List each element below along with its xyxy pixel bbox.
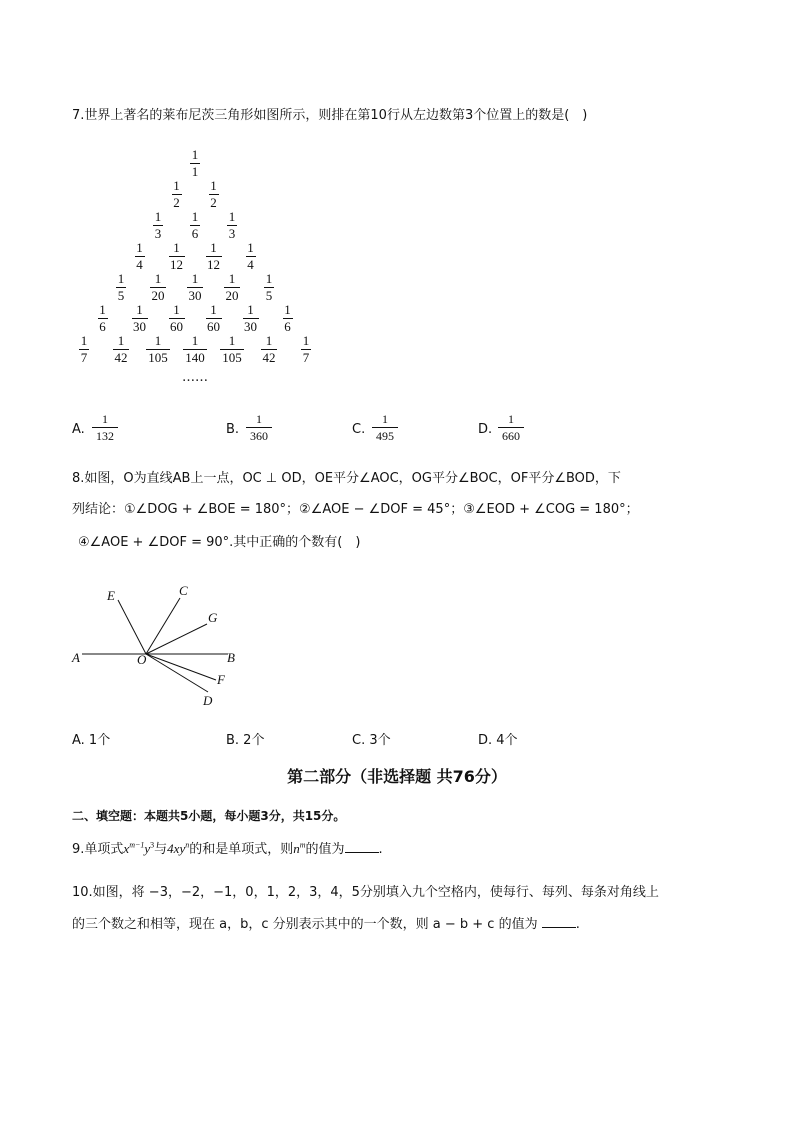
fraction-denominator: 7 <box>302 350 310 365</box>
fraction-numerator: 1 <box>80 333 88 348</box>
triangle-fraction <box>218 272 246 303</box>
triangle-fraction <box>163 241 191 272</box>
label-o: O <box>137 652 147 667</box>
ray-of <box>146 654 216 680</box>
q9-term2 <box>167 841 189 856</box>
q9-nm-base: n <box>293 841 300 856</box>
fraction-denominator: 12 <box>170 257 183 272</box>
triangle-fraction <box>70 334 98 365</box>
q9-mid: 与 <box>154 842 168 857</box>
fraction-denominator: 20 <box>151 288 165 303</box>
fraction-numerator: 1 <box>191 147 199 162</box>
label-f: F <box>217 672 225 687</box>
fraction-denominator: 12 <box>207 257 220 272</box>
fraction-denominator: 2 <box>210 195 217 210</box>
triangle-fraction <box>200 179 228 210</box>
fraction-denominator: 6 <box>284 319 291 334</box>
fraction-numerator: 1 <box>99 302 106 317</box>
triangle-fraction <box>181 334 209 365</box>
triangle-fraction <box>144 272 172 303</box>
triangle-fraction <box>89 303 117 334</box>
triangle-fraction <box>126 241 154 272</box>
triangle-fraction <box>200 303 228 334</box>
fraction-numerator: 1 <box>210 302 217 317</box>
fraction-numerator: 1 <box>136 240 143 255</box>
triangle-fraction <box>144 210 172 241</box>
triangle-fraction <box>126 303 154 334</box>
triangle-fraction <box>200 241 228 272</box>
fraction-denominator: 660 <box>502 429 520 443</box>
fraction-numerator: 1 <box>265 271 273 286</box>
triangle-fraction <box>237 303 265 334</box>
fraction-numerator: 1 <box>173 178 180 193</box>
option-letter: C. <box>352 422 366 437</box>
option-fraction <box>372 412 398 443</box>
q8-line3: ④∠AOE + ∠DOF = 90°.其中正确的个数有( ) <box>78 535 361 550</box>
ray-oe <box>118 600 146 654</box>
fraction-numerator: 1 <box>247 240 254 255</box>
triangle-fraction <box>237 241 265 272</box>
q9-end: 的值为 <box>305 842 345 857</box>
fraction-denominator: 140 <box>185 350 205 365</box>
option-fraction <box>498 412 524 443</box>
fraction-denominator: 20 <box>225 288 239 303</box>
q8-line2: 列结论：①∠DOG + ∠BOE = 180°；②∠AOE − ∠DOF = 45°；③∠EOD + ∠COG = 180°； <box>72 502 639 517</box>
fraction-numerator: 1 <box>284 302 291 317</box>
label-d: D <box>203 693 213 708</box>
fraction-numerator: 1 <box>154 209 162 224</box>
fraction-numerator: 1 <box>265 333 273 348</box>
q9-suffix: 的和是单项式，则 <box>189 842 294 857</box>
triangle-fraction <box>218 334 246 365</box>
q10-line2-wrap <box>72 913 580 932</box>
fraction-denominator: 132 <box>96 429 114 443</box>
fraction-numerator: 1 <box>228 209 236 224</box>
fraction-denominator: 6 <box>99 319 106 334</box>
q10-period: . <box>575 917 580 932</box>
q9-term1-exp: m−1 <box>129 840 145 850</box>
fraction-bar <box>498 427 524 428</box>
fraction-numerator: 1 <box>102 412 108 426</box>
q9-answer-blank[interactable] <box>345 840 379 853</box>
fraction-numerator: 1 <box>117 271 125 286</box>
q9-prefix: 9.单项式 <box>72 842 124 857</box>
fraction-denominator: 360 <box>250 429 268 443</box>
fraction-numerator: 1 <box>191 209 199 224</box>
fraction-denominator: 105 <box>148 350 168 365</box>
fraction-numerator: 1 <box>210 240 217 255</box>
q9-nm <box>293 841 305 856</box>
fraction-denominator: 5 <box>265 288 273 303</box>
triangle-fraction <box>181 148 209 179</box>
fraction-denominator: 30 <box>244 319 257 334</box>
option-letter: D. <box>478 422 493 437</box>
q9-term1-y: y <box>144 841 151 856</box>
fraction-numerator: 1 <box>191 271 199 286</box>
q10-line2: 的三个数之和相等，现在 a，b，c 分别表示其中的一个数，则 a − b + c 的值为 <box>72 917 538 932</box>
fraction-numerator: 1 <box>154 333 162 348</box>
fraction-numerator: 1 <box>302 333 310 348</box>
option-letter: A. <box>72 422 85 437</box>
q9-nm-exp: m <box>299 840 306 850</box>
triangle-fraction <box>107 272 135 303</box>
fraction-numerator: 1 <box>210 178 217 193</box>
fraction-numerator: 1 <box>247 302 254 317</box>
fraction-denominator: 6 <box>191 226 199 241</box>
q8-line1: 8.如图，O为直线AB上一点，OC ⊥ OD，OE平分∠AOC，OG平分∠BOC，OF平分∠BOD，下 <box>72 471 621 486</box>
q8-option-d[interactable]: D. 4个 <box>478 733 518 748</box>
fraction-denominator: 60 <box>207 319 220 334</box>
fraction-denominator: 3 <box>228 226 236 241</box>
q7-stem: 7.世界上著名的莱布尼茨三角形如图所示，则排在第10行从左边数第3个位置上的数是( ) <box>72 108 588 123</box>
q8-option-b[interactable]: B. 2个 <box>226 733 265 748</box>
fraction-bar <box>246 427 272 428</box>
fraction-bar <box>372 427 398 428</box>
q8-option-a[interactable]: A. 1个 <box>72 733 111 748</box>
fraction-denominator: 42 <box>262 350 276 365</box>
fraction-numerator: 1 <box>173 240 180 255</box>
triangle-fraction <box>218 210 246 241</box>
fraction-numerator: 1 <box>117 333 125 348</box>
fraction-denominator: 4 <box>136 257 143 272</box>
fraction-numerator: 1 <box>228 333 236 348</box>
triangle-fraction <box>255 272 283 303</box>
leibniz-triangle <box>0 0 794 400</box>
fraction-denominator: 3 <box>154 226 162 241</box>
option-fraction <box>246 412 272 443</box>
option-fraction <box>92 412 118 443</box>
label-a: A <box>72 650 80 665</box>
triangle-fraction <box>107 334 135 365</box>
triangle-fraction <box>255 334 283 365</box>
part2-title: 第二部分（非选择题 共76分） <box>287 767 507 786</box>
section-fill-blank: 二、填空题：本题共5小题，每小题3分，共15分。 <box>72 809 346 823</box>
label-g: G <box>208 610 218 625</box>
fraction-numerator: 1 <box>382 412 388 426</box>
q8-option-c[interactable]: C. 3个 <box>352 733 391 748</box>
label-b: B <box>227 650 235 665</box>
triangle-fraction <box>181 272 209 303</box>
fraction-denominator: 5 <box>117 288 125 303</box>
triangle-fraction <box>163 179 191 210</box>
q10-answer-blank[interactable] <box>542 915 576 928</box>
option-letter: B. <box>226 422 240 437</box>
fraction-denominator: 30 <box>133 319 146 334</box>
q9-term1-yexp: 3 <box>150 840 155 850</box>
q9-term1 <box>123 841 154 856</box>
triangle-fraction <box>292 334 320 365</box>
fraction-numerator: 1 <box>154 271 162 286</box>
fraction-denominator: 1 <box>191 164 199 179</box>
fraction-denominator: 7 <box>80 350 88 365</box>
q9-term1-x: x <box>123 841 130 856</box>
triangle-fraction <box>181 210 209 241</box>
triangle-fraction <box>144 334 172 365</box>
q10-line1: 10.如图，将 −3，−2，−1，0，1，2，3，4，5分别填入九个空格内，使每行、每列、每条对角线上 <box>72 885 659 900</box>
q9-text <box>72 838 383 857</box>
fraction-denominator: 495 <box>376 429 394 443</box>
fraction-denominator: 4 <box>247 257 254 272</box>
fraction-bar <box>92 427 118 428</box>
fraction-denominator: 2 <box>173 195 180 210</box>
q9-term2-exp: n <box>185 840 190 850</box>
fraction-numerator: 1 <box>228 271 236 286</box>
triangle-fraction <box>163 303 191 334</box>
ray-od <box>146 654 208 692</box>
fraction-numerator: 1 <box>256 412 262 426</box>
fraction-denominator: 60 <box>170 319 183 334</box>
q8-angle-figure <box>60 578 250 713</box>
fraction-numerator: 1 <box>191 333 199 348</box>
fraction-numerator: 1 <box>508 412 514 426</box>
q9-term2-base: 4xy <box>167 841 186 856</box>
label-e: E <box>107 588 115 603</box>
fraction-denominator: 30 <box>188 288 202 303</box>
fraction-denominator: 105 <box>222 350 242 365</box>
q9-period: . <box>378 842 383 857</box>
triangle-ellipsis: …… <box>182 370 208 385</box>
fraction-numerator: 1 <box>136 302 143 317</box>
label-c: C <box>179 583 188 598</box>
fraction-denominator: 42 <box>114 350 128 365</box>
fraction-numerator: 1 <box>173 302 180 317</box>
triangle-fraction <box>274 303 302 334</box>
